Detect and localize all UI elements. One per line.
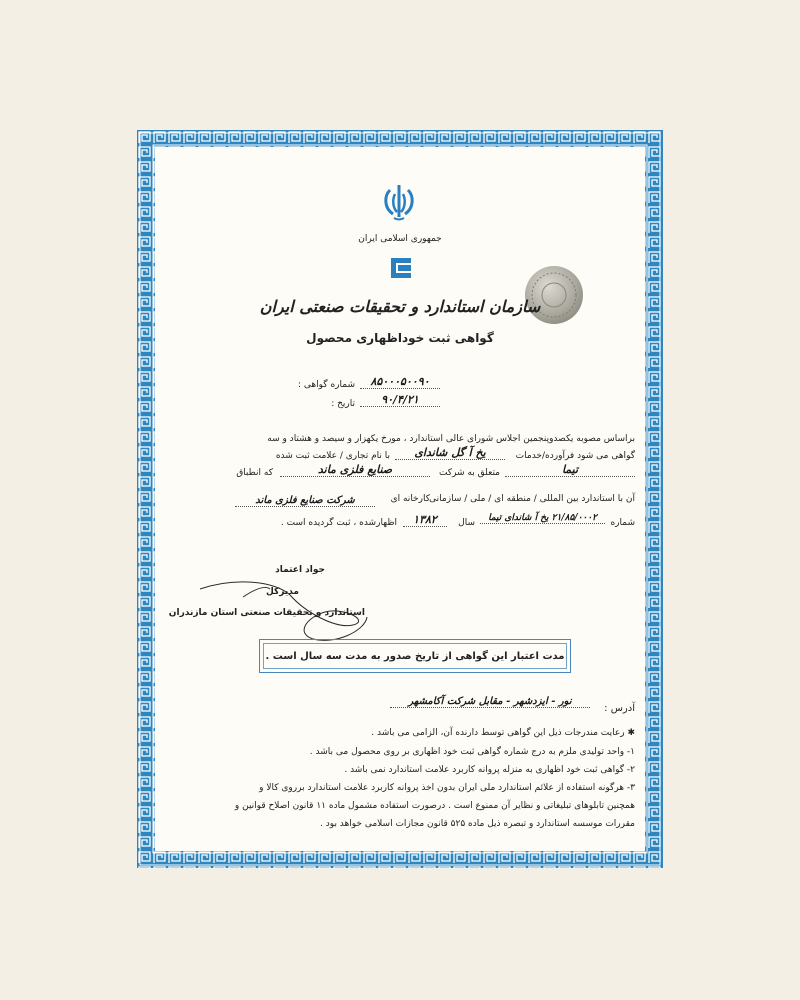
body-line-5-b: سال — [458, 518, 475, 528]
product-name-value: یخ آ گل شاندای — [395, 446, 505, 460]
standard-value: شرکت صنایع فلزی ماند — [235, 495, 375, 507]
certificate-number-value: ۸۵۰۰۰۵۰۰۹۰ — [360, 375, 440, 389]
rules-intro — [371, 728, 635, 739]
standard-number-value: ۲۱/۸۵/۰۰۰۲ یخ آ شاندای تیما — [480, 513, 605, 524]
organization-name: سازمان استاندارد و تحقیقات صنعتی ایران — [259, 297, 541, 316]
rule-3-line-2: همچنین تابلوهای تبلیغاتی و نظایر آن ممنوع است . درصورت استفاده مشمول ماده ۱۱ قانون اصلاح قوانین و — [234, 801, 635, 811]
body-line-2-b: با نام تجاری / علامت ثبت شده — [275, 451, 390, 461]
address-label: آدرس : — [604, 703, 635, 714]
body-line-1: براساس مصوبه یکصدوپنجمین اجلاس شورای عالی استاندارد ، مورخ یکهزار و سیصد و هشتاد و سه — [267, 434, 635, 444]
standard-year-value: ۱۳۸۲ — [403, 513, 447, 527]
isiri-logo-icon — [388, 255, 414, 281]
iran-emblem-icon — [381, 182, 417, 222]
body-line-4-a: آن با استاندارد بین المللی / منطقه ای / ملی / سازمانی — [429, 494, 635, 504]
body-line-4-b: کارخانه ای — [390, 494, 430, 504]
body-line-3-b: که انطباق — [236, 468, 273, 478]
rule-1: ۱- واحد تولیدی ملزم به درج شماره گواهی ثبت خود اظهاری بر روی محصول می باشد . — [309, 747, 635, 757]
validity-notice-box — [259, 639, 571, 673]
company-name-value: صنایع فلزی ماند — [280, 463, 430, 477]
rule-3-line-3: مقررات موسسه استاندارد و تبصره ذیل ماده ۵۲۵ قانون مجازات اسلامی خواهد بود . — [320, 819, 635, 829]
signatory-department: استاندارد و تحقیقات صنعتی استان مازندران — [168, 608, 365, 618]
certificate-date-value: ۹۰/۴/۲۱ — [360, 393, 440, 407]
signatory-name: جواد اعتماد — [275, 565, 325, 575]
validity-notice-text: مدت اعتبار این گواهی از تاریخ صدور به مدت سه سال است . — [263, 643, 567, 669]
body-line-5-c: اظهارشده ، ثبت گردیده است . — [280, 518, 397, 528]
certificate-paper — [155, 147, 645, 851]
body-line-3-a: متعلق به شرکت — [438, 468, 500, 478]
signatory-title: مدیرکل — [265, 587, 299, 597]
certificate-page — [137, 130, 663, 868]
country-name: جمهوری اسلامی ایران — [358, 234, 442, 244]
asterisk-icon: ✱ — [624, 728, 635, 738]
body-line-2-a: گواهی می شود فرآورده/خدمات — [515, 451, 635, 461]
body-line-5-a: شماره — [610, 518, 635, 528]
address-value: نور - ایزدشهر - مقابل شرکت آکامشهر — [390, 696, 590, 708]
handwritten-signature-icon — [195, 567, 395, 647]
certificate-title: گواهی ثبت خوداظهاری محصول — [306, 331, 494, 345]
rule-2: ۲- گواهی ثبت خود اظهاری به منزله پروانه کاربرد علامت استاندارد نمی باشد . — [344, 765, 635, 775]
certificate-date-label: تاریخ : — [331, 399, 355, 409]
rules-intro-text: رعایت مندرجات ذیل این گواهی توسط دارنده آن، الزامی می باشد . — [371, 728, 625, 738]
rule-3-line-1: ۳- هرگونه استفاده از علائم استاندارد ملی ایران بدون اخذ پروانه کاربرد علامت استاندارد برروی کالا و — [259, 783, 635, 793]
brand-name-value: تیما — [505, 463, 635, 477]
certificate-number-label: شماره گواهی : — [298, 380, 355, 390]
